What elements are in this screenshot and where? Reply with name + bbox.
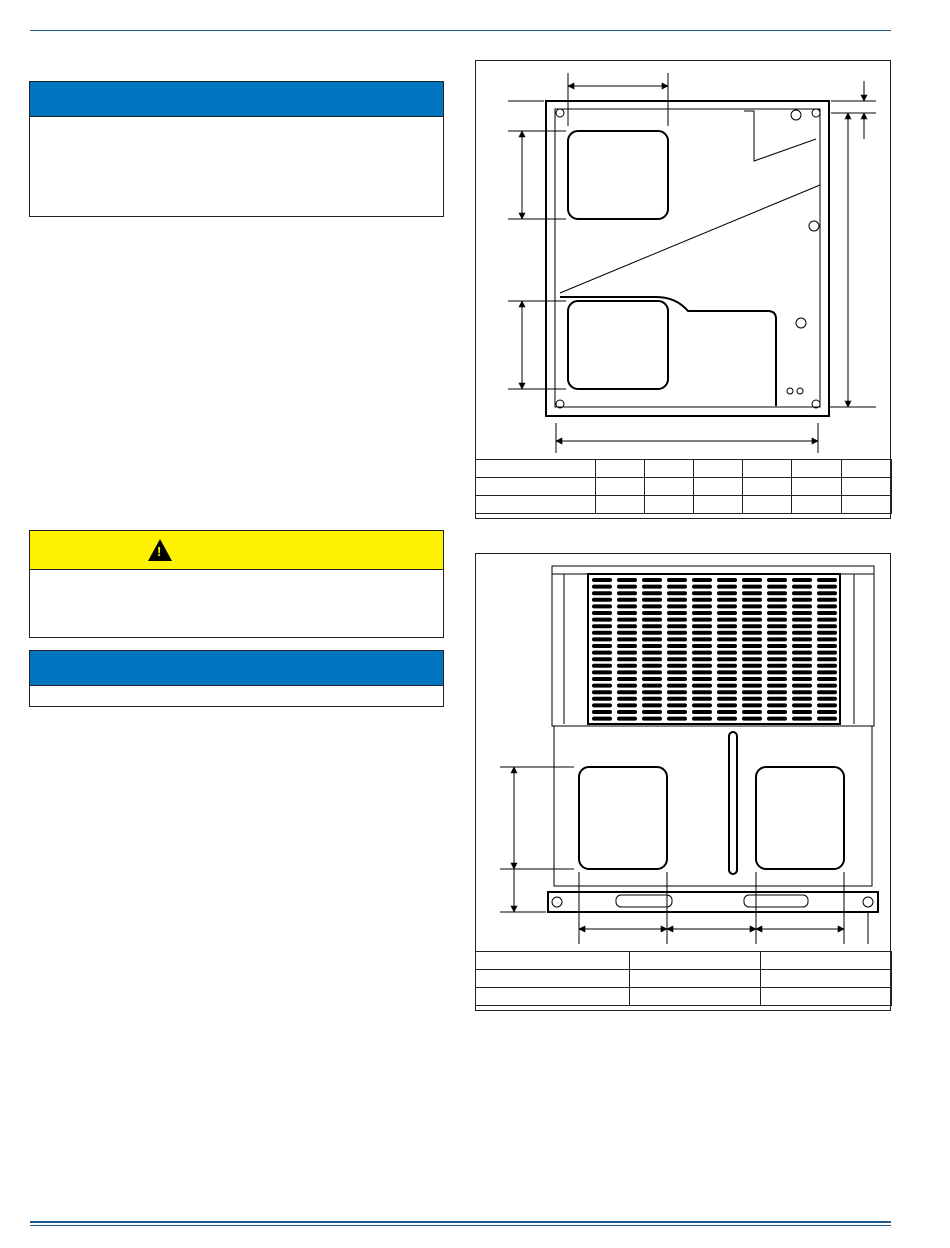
grille-slot — [817, 651, 837, 655]
grille-slot — [792, 717, 812, 721]
grille-slot — [692, 657, 712, 661]
grille-slot — [617, 717, 637, 721]
grille-slot — [742, 591, 762, 595]
grille-slot — [642, 664, 662, 668]
grille-slot — [817, 618, 837, 622]
grille-slot — [767, 624, 787, 628]
grille-slot — [742, 690, 762, 694]
grille-slot — [792, 657, 812, 661]
table-cell — [694, 460, 743, 478]
table-cell — [645, 496, 694, 514]
grille-slot — [692, 611, 712, 615]
grille-slot — [692, 618, 712, 622]
grille-slot — [792, 585, 812, 589]
grille-slot — [717, 611, 737, 615]
grille-slot — [692, 637, 712, 641]
grille-slot — [667, 611, 687, 615]
grille-slot — [617, 591, 637, 595]
grille-slot — [592, 598, 612, 602]
grille-slot — [817, 644, 837, 648]
grille-slot — [817, 710, 837, 714]
grille-slot — [817, 664, 837, 668]
table-cell — [842, 460, 892, 478]
grille-slot — [742, 657, 762, 661]
grille-slot — [742, 717, 762, 721]
grille-slot — [592, 677, 612, 681]
grille-slot — [642, 624, 662, 628]
table-cell — [694, 478, 743, 496]
table-cell — [630, 988, 761, 1006]
notice-box-1 — [29, 81, 444, 217]
table-cell — [743, 460, 792, 478]
grille-slot — [792, 703, 812, 707]
grille-slot — [792, 697, 812, 701]
grille-slot — [717, 664, 737, 668]
grille-slot — [592, 690, 612, 694]
grille-slot — [592, 578, 612, 582]
grille-slot — [742, 578, 762, 582]
table-cell — [792, 496, 842, 514]
grille-slot — [742, 585, 762, 589]
grille-slot — [717, 697, 737, 701]
table-cell — [761, 970, 892, 988]
grille-slot — [792, 644, 812, 648]
unit-side-drawing — [476, 554, 892, 952]
grille-slot — [717, 717, 737, 721]
table-row — [476, 460, 892, 478]
table-cell — [743, 496, 792, 514]
grille-slot — [792, 618, 812, 622]
table-cell — [596, 496, 645, 514]
grille-slot — [792, 591, 812, 595]
dimension-table-top — [475, 459, 892, 514]
grille-slot — [692, 670, 712, 674]
grille-slot — [667, 710, 687, 714]
grille-slot — [717, 585, 737, 589]
grille-slot — [817, 670, 837, 674]
table-cell — [694, 496, 743, 514]
grille-slot — [767, 664, 787, 668]
grille-slot — [767, 651, 787, 655]
grille-slot — [717, 591, 737, 595]
grille-slot — [692, 604, 712, 608]
grille-slot — [717, 637, 737, 641]
table-cell — [842, 478, 892, 496]
grille-slot — [767, 690, 787, 694]
grille-slot — [742, 604, 762, 608]
table-cell — [792, 478, 842, 496]
table-row — [476, 952, 892, 970]
grille-slot — [617, 618, 637, 622]
grille-slot — [817, 690, 837, 694]
grille-slot — [717, 684, 737, 688]
grille-slot — [817, 631, 837, 635]
grille-slot — [742, 618, 762, 622]
grille-slot — [742, 710, 762, 714]
grille-slot — [642, 670, 662, 674]
grille-slot — [717, 604, 737, 608]
grille-slot — [642, 631, 662, 635]
grille-slot — [817, 591, 837, 595]
warning-header — [30, 531, 443, 570]
grille-slot — [717, 644, 737, 648]
grille-slot — [667, 690, 687, 694]
table-cell — [645, 460, 694, 478]
grille-slot — [692, 684, 712, 688]
grille-slot — [792, 604, 812, 608]
grille-slot — [617, 657, 637, 661]
warning-box — [29, 530, 444, 638]
grille-slot — [717, 670, 737, 674]
grille-slot — [667, 585, 687, 589]
grille-slot — [817, 604, 837, 608]
grille-slot — [667, 644, 687, 648]
grille-slot — [817, 598, 837, 602]
footer-rule-thin — [30, 1225, 891, 1226]
grille-slot — [817, 578, 837, 582]
notice-title-2 — [30, 660, 42, 676]
grille-slot — [767, 684, 787, 688]
grille-slot — [642, 644, 662, 648]
grille-slot — [642, 657, 662, 661]
grille-slot — [617, 684, 637, 688]
grille-slot — [717, 710, 737, 714]
grille-slot — [742, 703, 762, 707]
grille-slot — [817, 684, 837, 688]
grille-slot — [717, 624, 737, 628]
grille-slot — [817, 657, 837, 661]
grille-slot — [617, 624, 637, 628]
grille-slot — [792, 670, 812, 674]
dimension-table-bottom — [475, 951, 892, 1006]
grille-slot — [742, 651, 762, 655]
grille-slot — [617, 598, 637, 602]
table-row — [476, 970, 892, 988]
grille-slot — [717, 703, 737, 707]
grille-slot — [817, 703, 837, 707]
grille-slot — [717, 598, 737, 602]
grille-slot — [692, 578, 712, 582]
grille-slot — [617, 710, 637, 714]
grille-slot — [617, 611, 637, 615]
grille-slot — [617, 637, 637, 641]
grille-slot — [667, 670, 687, 674]
grille-slot — [742, 670, 762, 674]
grille-slot — [792, 631, 812, 635]
grille-slot — [692, 710, 712, 714]
grille-slot — [642, 618, 662, 622]
grille-slot — [717, 677, 737, 681]
grille-slot — [692, 703, 712, 707]
grille-slot — [742, 598, 762, 602]
grille-slot — [767, 598, 787, 602]
table-cell — [476, 496, 596, 514]
grille-slot — [767, 710, 787, 714]
grille-slot — [767, 677, 787, 681]
table-cell — [792, 460, 842, 478]
grille-slot — [592, 710, 612, 714]
warning-body — [30, 570, 443, 582]
notice-body-2 — [30, 686, 443, 698]
figure-bottom — [475, 553, 891, 1011]
grille-slot — [592, 703, 612, 707]
grille-slot — [742, 677, 762, 681]
grille-slot — [592, 611, 612, 615]
grille-slot — [742, 611, 762, 615]
grille-slot — [817, 624, 837, 628]
grille-slot — [667, 637, 687, 641]
grille-slot — [767, 578, 787, 582]
grille-slot — [642, 703, 662, 707]
grille-slot — [767, 717, 787, 721]
grille-slot — [592, 657, 612, 661]
grille-slot — [692, 677, 712, 681]
header-rule — [30, 30, 891, 31]
grille-slot — [592, 644, 612, 648]
grille-slot — [692, 644, 712, 648]
grille-slot — [642, 684, 662, 688]
grille-slot — [667, 598, 687, 602]
grille-slot — [642, 591, 662, 595]
grille-slot — [692, 624, 712, 628]
figure-top — [475, 60, 891, 519]
warning-triangle-icon — [148, 539, 172, 561]
grille-slot — [617, 677, 637, 681]
notice-header-2 — [30, 651, 443, 686]
grille-slot — [817, 585, 837, 589]
grille-slot — [617, 651, 637, 655]
grille-slot — [767, 697, 787, 701]
grille-slots — [592, 578, 837, 721]
grille-slot — [692, 690, 712, 694]
grille-slot — [592, 637, 612, 641]
table-cell — [596, 460, 645, 478]
grille-slot — [742, 637, 762, 641]
grille-slot — [642, 585, 662, 589]
grille-slot — [717, 690, 737, 694]
grille-slot — [617, 585, 637, 589]
grille-slot — [667, 631, 687, 635]
grille-slot — [692, 697, 712, 701]
grille-slot — [767, 637, 787, 641]
grille-slot — [692, 631, 712, 635]
grille-slot — [592, 651, 612, 655]
grille-slot — [717, 618, 737, 622]
footer-rule — [30, 1221, 891, 1223]
grille-slot — [767, 644, 787, 648]
grille-slot — [592, 604, 612, 608]
grille-slot — [692, 591, 712, 595]
grille-slot — [667, 697, 687, 701]
grille-slot — [592, 670, 612, 674]
grille-slot — [692, 585, 712, 589]
grille-slot — [767, 604, 787, 608]
grille-slot — [742, 644, 762, 648]
grille-slot — [667, 618, 687, 622]
grille-slot — [692, 664, 712, 668]
grille-slot — [667, 624, 687, 628]
grille-slot — [767, 703, 787, 707]
grille-slot — [592, 591, 612, 595]
grille-slot — [617, 644, 637, 648]
grille-slot — [792, 611, 812, 615]
grille-slot — [742, 631, 762, 635]
table-row — [476, 496, 892, 514]
grille-slot — [617, 670, 637, 674]
grille-slot — [642, 697, 662, 701]
grille-slot — [642, 611, 662, 615]
table-cell — [761, 952, 892, 970]
grille-slot — [592, 618, 612, 622]
grille-slot — [767, 631, 787, 635]
grille-slot — [692, 651, 712, 655]
grille-slot — [767, 591, 787, 595]
grille-slot — [767, 657, 787, 661]
table-cell — [743, 478, 792, 496]
table-cell — [476, 970, 630, 988]
grille-slot — [792, 684, 812, 688]
notice-title-1 — [30, 91, 42, 107]
grille-slot — [592, 684, 612, 688]
table-cell — [596, 478, 645, 496]
grille-slot — [617, 578, 637, 582]
grille-slot — [592, 585, 612, 589]
grille-slot — [792, 637, 812, 641]
grille-slot — [617, 690, 637, 694]
table-cell — [630, 952, 761, 970]
table-cell — [476, 952, 630, 970]
grille-slot — [792, 690, 812, 694]
grille-slot — [692, 717, 712, 721]
grille-slot — [742, 697, 762, 701]
grille-slot — [767, 618, 787, 622]
grille-slot — [717, 631, 737, 635]
notice-box-2 — [29, 650, 444, 707]
grille-slot — [792, 578, 812, 582]
grille-slot — [667, 657, 687, 661]
grille-slot — [817, 637, 837, 641]
grille-slot — [792, 710, 812, 714]
grille-slot — [667, 651, 687, 655]
grille-slot — [792, 664, 812, 668]
notice-body-1 — [30, 117, 443, 129]
unit-base-drawing — [476, 61, 892, 461]
grille-slot — [717, 578, 737, 582]
grille-slot — [642, 598, 662, 602]
grille-slot — [642, 717, 662, 721]
table-cell — [476, 460, 596, 478]
grille-slot — [642, 677, 662, 681]
table-cell — [476, 478, 596, 496]
grille-slot — [792, 624, 812, 628]
table-row — [476, 478, 892, 496]
table-cell — [842, 496, 892, 514]
grille-slot — [667, 604, 687, 608]
grille-slot — [817, 697, 837, 701]
table-row — [476, 988, 892, 1006]
grille-slot — [592, 631, 612, 635]
grille-slot — [592, 697, 612, 701]
grille-slot — [792, 598, 812, 602]
grille-slot — [617, 631, 637, 635]
table-cell — [476, 988, 630, 1006]
grille-slot — [667, 684, 687, 688]
grille-slot — [642, 690, 662, 694]
grille-slot — [667, 664, 687, 668]
grille-slot — [667, 677, 687, 681]
grille-slot — [817, 677, 837, 681]
grille-slot — [642, 710, 662, 714]
grille-slot — [742, 664, 762, 668]
grille-slot — [592, 624, 612, 628]
grille-slot — [742, 684, 762, 688]
grille-slot — [767, 585, 787, 589]
grille-slot — [717, 651, 737, 655]
grille-slot — [767, 670, 787, 674]
grille-slot — [642, 604, 662, 608]
table-cell — [630, 970, 761, 988]
grille-slot — [592, 664, 612, 668]
grille-slot — [817, 611, 837, 615]
grille-slot — [742, 624, 762, 628]
notice-header-1 — [30, 82, 443, 117]
grille-slot — [667, 578, 687, 582]
grille-slot — [692, 598, 712, 602]
grille-slot — [592, 717, 612, 721]
grille-slot — [617, 664, 637, 668]
grille-slot — [667, 717, 687, 721]
grille-slot — [642, 651, 662, 655]
grille-slot — [617, 697, 637, 701]
grille-slot — [767, 611, 787, 615]
grille-slot — [642, 578, 662, 582]
grille-slot — [792, 651, 812, 655]
grille-slot — [667, 591, 687, 595]
grille-slot — [792, 677, 812, 681]
grille-slot — [717, 657, 737, 661]
grille-slot — [617, 703, 637, 707]
table-cell — [761, 988, 892, 1006]
grille-slot — [817, 717, 837, 721]
grille-slot — [617, 604, 637, 608]
grille-slot — [667, 703, 687, 707]
grille-slot — [642, 637, 662, 641]
table-cell — [645, 478, 694, 496]
